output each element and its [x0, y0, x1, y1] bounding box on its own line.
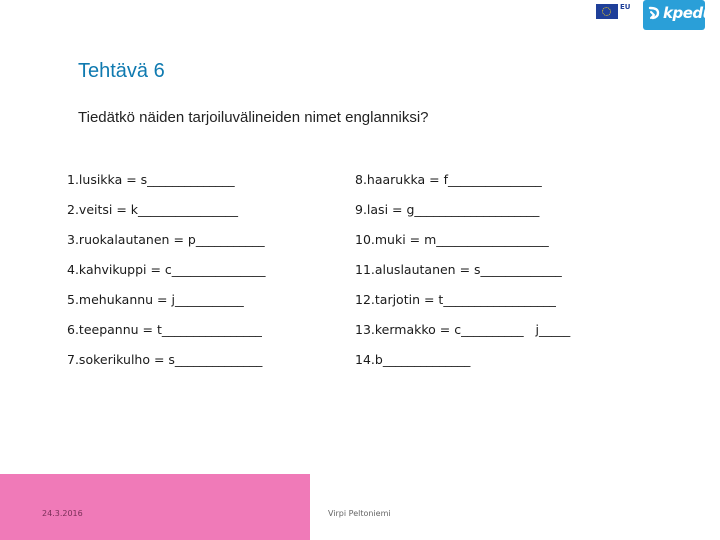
exercise-item-4: 4.kahvikuppi = c_______________ [67, 262, 266, 277]
eu-logo-text [620, 4, 638, 11]
exercise-item-1: 1.lusikka = s______________ [67, 172, 235, 187]
kpedu-logo-icon [647, 6, 662, 21]
exercise-item-5: 5.mehukannu = j___________ [67, 292, 244, 307]
exercise-item-9: 9.lasi = g____________________ [355, 202, 540, 217]
footer-author: Virpi Peltoniemi [328, 509, 391, 518]
exercise-item-6: 6.teepannu = t________________ [67, 322, 262, 337]
exercise-item-2: 2.veitsi = k________________ [67, 202, 239, 217]
footer-accent-bar [0, 474, 310, 540]
exercise-item-8: 8.haarukka = f_______________ [355, 172, 542, 187]
exercise-item-12: 12.tarjotin = t__________________ [355, 292, 556, 307]
page-title: Tehtävä 6 [78, 60, 165, 82]
exercise-item-14: 14.b______________ [355, 352, 471, 367]
kpedu-logo [643, 0, 713, 30]
footer-date: 24.3.2016 [42, 509, 83, 518]
exercise-column-right [355, 170, 570, 380]
exercise-item-10: 10.muki = m__________________ [355, 232, 549, 247]
exercise-column-left [67, 170, 266, 380]
eu-logo [596, 2, 638, 24]
exercise-item-7: 7.sokerikulho = s______________ [67, 352, 263, 367]
eu-logo-line2: EU [620, 3, 631, 11]
page-subtitle: Tiedätkö näiden tarjoiluvälineiden nimet englanniksi? [78, 109, 429, 126]
exercise-item-13: 13.kermakko = c__________ j_____ [355, 322, 571, 337]
kpedu-logo-text: kpedu [663, 4, 713, 22]
eu-flag-icon [596, 4, 618, 19]
exercise-item-3: 3.ruokalautanen = p___________ [67, 232, 265, 247]
exercise-item-11: 11.aluslautanen = s_____________ [355, 262, 562, 277]
